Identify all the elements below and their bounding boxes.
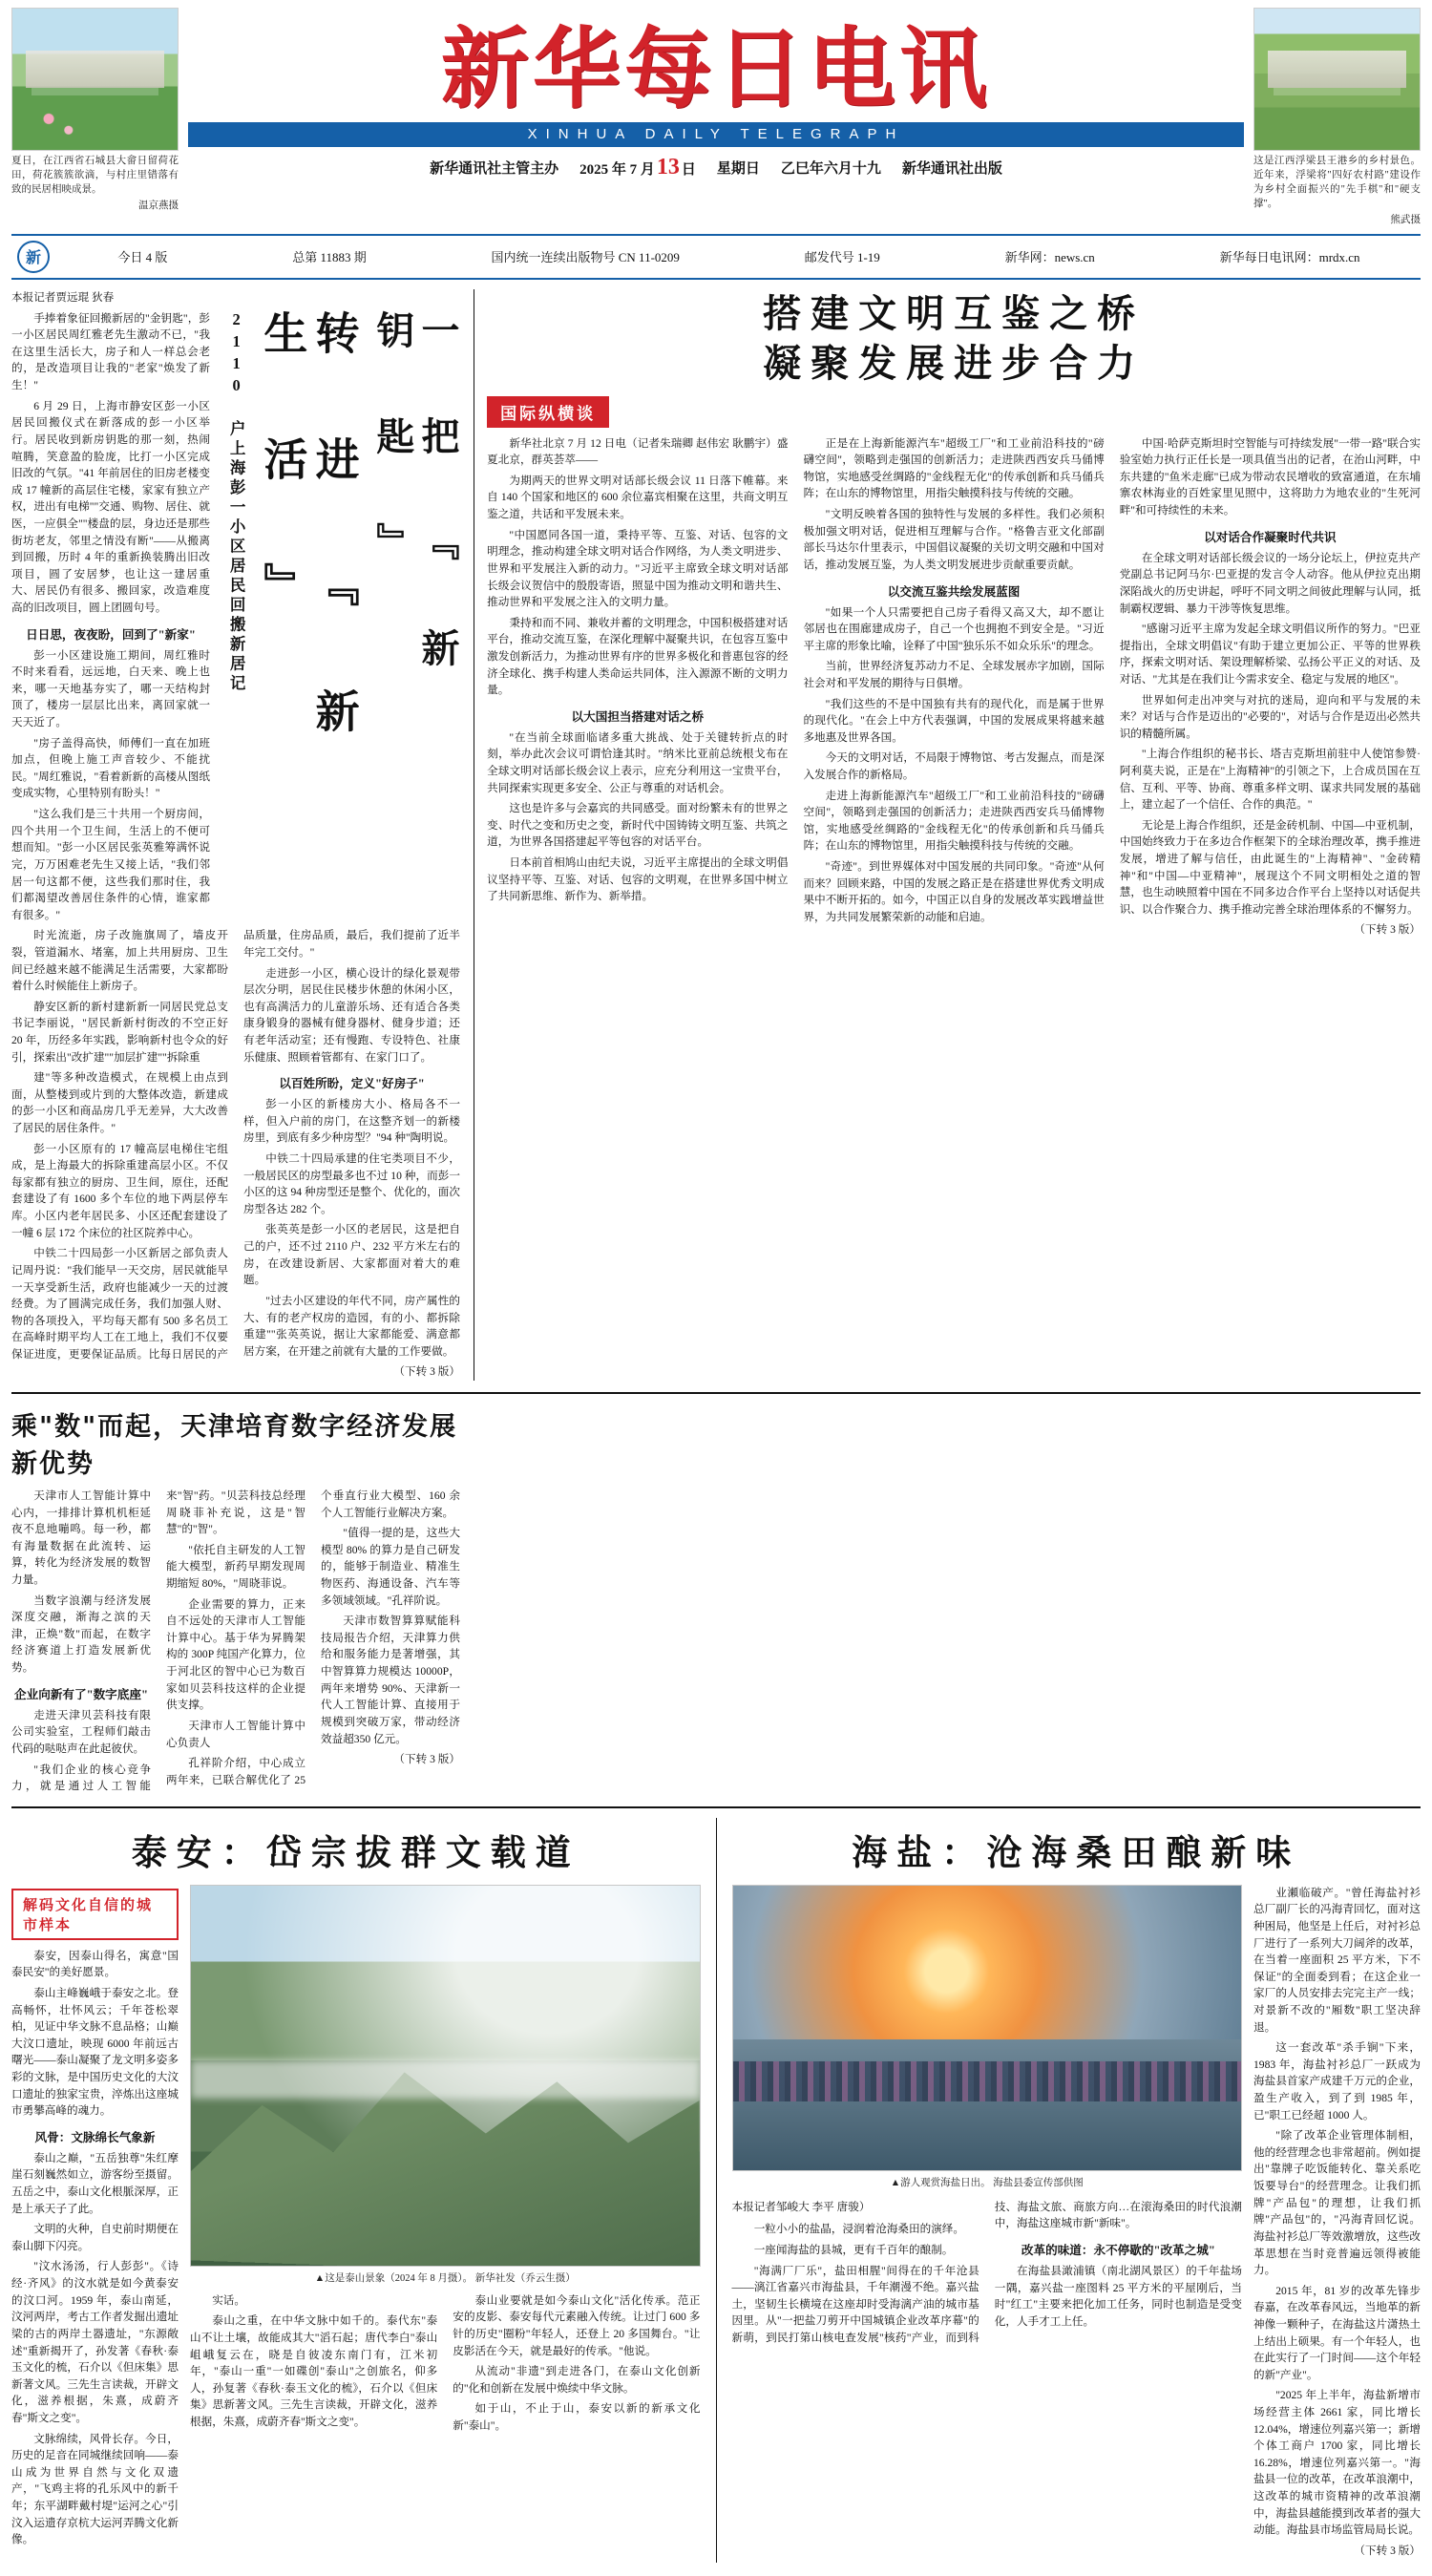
issue-date-year: 2025 年 7 月 <box>579 162 655 178</box>
paragraph: 实话。 <box>190 2292 437 2310</box>
paragraph: 泰山主峰巍峨于泰安之北。登高畅怀，壮怀风云；千年苍松翠柏，见证中华文脉不息品格；山巅大汶口遗址，映现 6000 年前远古曙光——泰山凝聚了龙文明多姿多彩的文脉，是中国历史文化的大汶口遗址的独家宝贵，淬炼出这座城市勇攀高峰的魂力。 <box>11 1985 179 2120</box>
paragraph: 中铁二十四局承建的住宅类项目不少，一般居民区的房型最多也不过 10 种，而彭一小区的这 94 种房型还是整个、优化的，面次房型各达 282 个。 <box>243 1151 460 1217</box>
paragraph: 泰安，因泰山得名，寓意"国泰民安"的美好愿景。 <box>11 1948 179 1981</box>
issue-info-items <box>63 247 1415 265</box>
masthead-photo-left <box>11 8 179 212</box>
paragraph: 在海盐县澉浦镇（南北湖风景区）的千年盐场一隅，嘉兴盐一座图料 25 平方米的平屋刚后，当时"红工"主要来把化加工任务，同时也制造是受变化，人手才工上任。 <box>995 2263 1242 2330</box>
paragraph: 当数字浪潮与经济发展深度交融，渐海之滨的天津，正焕"数"而起，在数字经济赛道上打造发展新优势。 <box>11 1593 151 1677</box>
feature-right-photo-caption: ▲游人观赏海盐日出。 海盐县委宣传部供图 <box>732 2175 1243 2189</box>
top-section <box>11 289 1421 1381</box>
paragraph: 走进天津贝芸科技有限公司实验室，工程师们敲击代码的哒哒声在此起彼伏。 <box>11 1707 151 1758</box>
paragraph: 彭一小区的新楼房大小、格局各不一样，但入户前的房门，在这整齐划一的新楼房里，到底有多少种房型？"94 种"陶明说。 <box>243 1096 460 1147</box>
story-b-jump: （下转 3 版） <box>1120 921 1421 939</box>
dateline: 新华社北京 7 月 12 日电（记者朱瑞卿 赵伟宏 耿鹏宇）盛夏北京，群英荟萃—— <box>487 435 788 469</box>
paragraph: 张英英是彭一小区的老居民，这是把自己的户，还不过 2110 户、232 平方米左右的房，在改建设新居、大家都面对着大的难题。 <box>243 1221 460 1288</box>
paragraph: "2025 年上半年，海盐新增市场经营主体 2661 家，同比增长 12.04%，增速位列嘉兴第一；新增个体工商户 1700 家，同比增长 16.28%，增速位列嘉兴第一。"海盐县一位的改革，在改革浪潮中，这改革的城市资精神的改革浪潮中，海盐县越能摸到改革者的强大动能。海盐县市场监管局局长说。 <box>1253 2387 1421 2538</box>
paragraph: 静安区新的新村建新新一同居民党总支书记李丽说，"居民新新村街改的不空正好 20 年，历经多年实践，影响新村也令众的好引，探索出"改扩建""加层扩建""拆除重 <box>11 999 228 1066</box>
paragraph: 这也是许多与会嘉宾的共同感受。面对纷繁未有的世界之变、时代之变和历史之变，新时代中国铸铸文明互鉴、共筑之道，为世界各国搭建起平等包容的对话平台。 <box>487 800 788 851</box>
feature-left-lower-columns <box>190 2292 701 2437</box>
paragraph: "在当前全球面临诸多重大挑战、处于关键转折点的时刻，举办此次会议可谓恰逢其时。"纳米比亚前总统根戈布在全球文明对话部长级会议上表示，应充分利用这一宝贵平台，共同探索实现更多安全、公正与尊重的对话机会。 <box>487 729 788 796</box>
story-b-headline-line-1: 搭建文明互鉴之桥 <box>487 289 1421 339</box>
paragraph: 2015 年，81 岁的改革先锋步春嘉，在改革春风远，当地革的新神像一颗种子，在海盐这片潇热土上结出上硕果。有一个年轻人，也在此实行了一门时间——这个年轻的新"产业"。 <box>1253 2283 1421 2384</box>
masthead <box>11 8 1421 226</box>
feature-right-lower-columns <box>732 2199 1243 2347</box>
story-c-columns <box>11 1488 460 1795</box>
paragraph: 这一套改革"杀手锏"下来，1983 年，海盐衬衫总厂一跃成为海盐县首家产成建千万元的企业，盈生产收入，到了到 1985 年，已"职工已经超 1000 人。 <box>1253 2039 1421 2123</box>
photo-credit-right: 熊武摄 <box>1253 212 1421 226</box>
feature-left-text-col <box>11 1885 179 2552</box>
paragraph: "海满厂厂乐"，盐田相腥"间得在的千年沧县——漓江省嘉兴市海盐县，千年潮漫不绝。嘉兴盐土，坚韧生长横境在这座却时受海漓产油的城市基因里。从"一把盐刀剪开中国城镇企业改革序幕"的新萌，到民打第山核电查发展"核药"产业，而到科技、海盐文旅、商旅方向…在滚海桑田的时代浪潮中，海盐这座城市新"新味"。 <box>732 2199 1243 2347</box>
info-item: 总第 11883 期 <box>292 247 367 265</box>
paragraph: 6 月 29 日，上海市静安区彭一小区居民回搬仪式在新落成的彭一小区举行。居民收到新房钥匙的那一刻，热闹喧腾，笑意盈的脸庞，比打一小区完成旧改的气氛。"41 年前居住的旧房老楼变成 17 幢新的高层住宅楼，家家有独立产权，进出有电梯""交通、购物、居住、就医，一应俱全""楼盘的层，身边还是那些街坊老友，邻里之情没有断"——从搬离到回搬，历时 4 年的重新换装腾出旧改项目，圆了安居梦，也让这一建居重大、居民仍有很多、搬回家，改造难度高的旧改项目，圆上团圆句号。 <box>11 398 210 617</box>
story-b-columns <box>487 435 1421 939</box>
lotus-field-photo <box>11 8 179 151</box>
issue-info-bar <box>11 234 1421 280</box>
story-a-subhead-2: 以百姓所盼，定义"好房子" <box>243 1073 460 1091</box>
photo-caption-right: 这是江西浮梁县王港乡的乡村景色。近年来，浮梁将"四好农村路"建设作为乡村全面振兴的"先手棋"和"硬支撑"。 <box>1253 155 1421 212</box>
paragraph: 企业需要的算力，正来自不远处的天津市人工智能计算中心。基于华为昇腾架构的 300P 纯国产化算力，位于河北区的智中心已为数百家如贝芸科技这样的企业提供支撑。 <box>166 1596 305 1714</box>
story-c-jump: （下转 3 版） <box>321 1751 460 1768</box>
paragraph: 中铁二十四局彭一小区新居之部负责人记周丹说："我们能早一天交房，居民就能早一天享受新生活，政府也能减少一天的过渡经费。为了圆满完成任务，我们加强人财、物的各项投入，平均每天都有 500 多名员工在高峰时期平均人工在工地上，我们不仅要保证进度，更要保证品质。比每日居民的产品质量，住房品质，最后，我们提前了近半年完工交付。" <box>11 927 460 1381</box>
story-b-subhead-2: 以交流互鉴共绘发展蓝图 <box>803 581 1104 600</box>
paragraph: 手捧着象征回搬新居的"金钥匙"，彭一小区居民周红雅老先生激动不已，"我在这里生活长大，房子和人一样总会老的，是改造项目让我的"老家"焕发了新生！" <box>11 310 210 394</box>
story-a-headline-block <box>221 310 460 928</box>
section-rule-2 <box>11 1806 1421 1808</box>
paragraph: 泰山之巅，"五岳独尊"朱红摩崖石刻巍然如立，游客纷至摄留。五岳之中，泰山文化根脈深厚，正是上承天子了此。 <box>11 2150 179 2217</box>
paragraph: 文明的火种，自史前时期便在泰山脚下闪亮。 <box>11 2221 179 2254</box>
paragraph: "除了改革企业管理体制相，他的经营理念也非常超前。例如提出"靠牌子吃饭能转化、靠关系吃饭要导台"的经营理念。让我们抓牌"产品包"的理想，让我们抓牌"产品包"的，"冯海青回忆说。海盐衬衫总厂等效激增放，这些改革思想在当时竞普遍远领得被能力。 <box>1253 2127 1421 2278</box>
paragraph: "中国愿同各国一道，秉持平等、互鉴、对话、包容的文明理念，推动构建全球文明对话合作网络，为人类文明进步、世界和平发展注入新的动力。"习近平主席致全球文明对话部长级会议贺信中的殷殷寄语，照显中国为推动文明和谐共生、推动世界和平发展之注入的文明力量。 <box>487 527 788 611</box>
feature-left-subhead-1: 风骨：文脉绵长气象新 <box>11 2127 179 2145</box>
paragraph: 天津市数智算算赋能科技局报告介绍，天津算力供给和服务能力是著增强，其中智算算力规模达 10000P，两年来增势 90%、天津新一代人工智能计算、直接用于规模到突破万家，带动经济效益超350 亿元。 <box>321 1613 460 1747</box>
feature-haiyan <box>732 1818 1421 2564</box>
paragraph: "感谢习近平主席为发起全球文明倡议所作的努力。"巴亚提指出，全球文明倡议"有助于建立更加公正、平等的世界秩序，探索文明对话、架设理解桥梁、弘扬公平正义的对话、及对话、"尤其是在我们让今需求安全、稳定与发展的地区"。 <box>1120 621 1421 687</box>
haiyan-sunrise-photo <box>732 1885 1243 2171</box>
paragraph: 为期两天的世界文明对话部长级会议 11 日落下帷幕。来自 140 个国家和地区的 600 余位嘉宾相聚在这里，共商文明互鉴之道，共话和平发展未来。 <box>487 473 788 523</box>
story-b-headline-line-2: 凝聚发展进步合力 <box>487 339 1421 389</box>
paragraph: 彭一小区原有的 17 幢高层电梯住宅组成，是上海最大的拆除重建高层小区。不仅每家都有独立的厨房、卫生间，原住，还配套建设了有 1600 多个车位的地下两层停车库。小区内老年居民多、小区还配套建设了一幢 6 层 172 个床位的社区院养中心。 <box>11 1141 228 1242</box>
story-c-headline: 乘"数"而起，天津培育数字经济发展新优势 <box>11 1405 460 1480</box>
paragraph: "我们企业的核心竞争力，就是通过人工智能来"智"药。"贝芸科技总经理周晓菲补充说，这是"智慧"的"智"。 <box>11 1488 305 1795</box>
bottom-divider <box>716 1818 717 2564</box>
paragraph: "这么我们是三十共用一个厨房间，四个共用一个卫生间，生活上的不便可想而知。"彭一小区居民张英雅筹满怀说完，万万困难老先生又接上话，"我们邻居一句这都不便，这些我们那时住，我们都渴望改善居住条件的心情，谁家都有很多。" <box>11 806 210 923</box>
feature-right-jump: （下转 3 版） <box>1253 2543 1421 2560</box>
info-item: 国内统一连续出版物号 CN 11-0209 <box>492 247 680 265</box>
paragraph: 天津市人工智能计算中心内，一排排计算机机柜延夜不息地嘣鸣。每一秒，都有海量数据在此流转、运算，转化为经济发展的数智力量。 <box>11 1488 151 1589</box>
paragraph: 业瀬临破产。"曾任海盐衬衫总厂副厂长的冯海青回忆，面对这种困局，他坚是上任后，对衬衫总厂进行了一系列大刀阔斧的改革，在当着一座面积 25 平方米，下不保证"的全面委到看；在这企业一家厂的人员安排去完完主产一线；对景新不改的"厢数"职工坚决辞退。 <box>1253 1885 1421 2036</box>
paragraph: "依托自主研发的人工智能大模型，新药早期发现周期缩短 80%，"周晓菲说。 <box>166 1542 305 1593</box>
paragraph: 中国·哈萨克斯坦时空智能与可持续发展"一带一路"联合实验室始力执行正任长是一项具值当出的记者，在治山河畔，中东共建的"鱼米走廊"已成为带动农民增收的致富通道，在东埔寨农林海业的百姓家里见照中，这将助力为地农业的"生死河畔"和可持续性的未来。 <box>1120 435 1421 519</box>
paragraph: 日本前首相鸠山由纪夫说，习近平主席提出的全球文明倡议坚持平等、互鉴、对话、包容的文明观，在世界多国中树立了共同新思维、新作为、新举措。 <box>487 855 788 905</box>
story-b-subhead-3: 以对话合作凝聚时代共识 <box>1120 527 1421 545</box>
paragraph: 在全球文明对话部长级会议的一场分论坛上，伊拉克共产党副总书记阿马尔·巴亚提的发言令人动容。他从伊拉克出期深陷战火的历史讲起，呼吁不同文明之间彼此理解与认同，抵制霸权逻辑、暴力干涉等恢复思维。 <box>1120 550 1421 617</box>
masthead-subline <box>188 155 1244 180</box>
feature-right-text-col <box>1253 1885 1421 2564</box>
publisher-right: 新华通讯社出版 <box>902 158 1002 178</box>
paragraph: 彭一小区建设施工期间，周红雅时不时来看看，远远地，白天来、晚上也来，哪一天地基夯实了，哪一天结构封顶了，楼房一层层比出来，离回家就一天天近了。 <box>11 647 210 731</box>
story-a-subtitle-vertical: 2110 户上海彭一小区居民回搬新居记 <box>224 310 247 759</box>
paragraph: "房子盖得高快，师傅们一直在加班加点，但晚上施工声音较少、不能扰民。"周红雅说，"看着新新的高楼从图纸变成实物，心里特别有盼头！" <box>11 735 210 802</box>
feature-taian <box>11 1818 701 2564</box>
feature-right-headline: 海盐：沧海桑田酿新味 <box>732 1824 1421 1875</box>
info-item-website-2[interactable]: 新华每日电讯网：mrdx.cn <box>1220 247 1360 265</box>
paragraph: 世界如何走出冲突与对抗的迷局，迎向和平与发展的未来？对话与合作是迈出的"必要的"，对话与合作是迈出必然共识的精髓所属。 <box>1120 692 1421 743</box>
paragraph: 时光流逝，房子改施旗周了，墙皮开裂，管道漏水、堵塞，加上共用厨房、卫生间已经越来越不能满足生活需要，大家都盼着什么时候能住上新房子。 <box>11 927 228 994</box>
mount-tai-photo <box>190 1885 701 2267</box>
photo-credit-left: 温京燕摄 <box>11 198 179 212</box>
story-b <box>487 289 1421 1381</box>
paragraph: 如于山，不止于山，泰安以新的新承文化新"泰山"。 <box>453 2400 700 2434</box>
info-item: 今日 4 版 <box>117 247 167 265</box>
info-item-website[interactable]: 新华网：news.cn <box>1005 247 1095 265</box>
issue-date-day: 13 <box>655 155 682 179</box>
paragraph: 走进上海新能源汽车"超级工厂"和工业前沿科技的"磅礴空间"，领略到走强国的创新活力；走进陕西西安兵马俑博物馆，实地感受丝绸路的"金线程无化"的传承创新和兵马俑兵阵；在山东的博物馆里，用指尖触摸科技与传统的交融。 <box>803 788 1104 855</box>
story-c-subhead-1: 企业向新有了"数字底座" <box>11 1684 151 1702</box>
story-a-text <box>11 310 210 928</box>
newspaper-logo: 新华每日电讯 <box>188 25 1244 113</box>
story-a-headline-line-1: 转 进 『 新 生 活 』 <box>257 310 361 759</box>
issue-date <box>579 155 696 180</box>
section-rule <box>11 1392 1421 1394</box>
bottom-features <box>11 1818 1421 2564</box>
paragraph: "汶水汤汤，行人彭彭"。《诗经·齐风》的汶水就是如今黄泰安的汶口河。1959 年，泰山南延，汶河两岸，考古工作者发掘出遗址梁的古的两岸土器遗址，"东源敞述"重新揭开了，孙发著《春秋·泰玉文化的梳，石介以《但床集》思新著文风。三先生言读裁，开辟文化，滋养根据，朱熹，成蔚齐春"斯文之变"。 <box>11 2258 179 2426</box>
masthead-center <box>188 8 1244 180</box>
paragraph: "值得一提的是，这些大模型 80% 的算力是自己研发的，能够于制造业、精准生物医药、海通设备、汽车等多领域领域。"孔祥阶说。 <box>321 1525 460 1609</box>
paragraph: "过去小区建设的年代不同，房产属性的大、有的老产权房的造园，有的小、都拆除重建""张英英说，据让大家都能爱、满意都居方案，在开建之前就有大量的工作要做。 <box>243 1293 460 1360</box>
paragraph: 走进彭一小区，横心设计的绿化景观带层次分明，居民住民楼步休憩的休闲小区，也有高满活力的儿童游乐场、还有适合各类康身锻身的器械有健身器材、健身步道；还有老年活动室；还有慢跑、专设特色、社康乐健康、照顾着管都有、在家门口了。 <box>243 965 460 1066</box>
story-a <box>11 289 460 1381</box>
paragraph: 文脉绵续，风骨长存。今日，历史的足音在同城继续回响——泰山成为世界自然与文化双遗产，"飞鸡主将的孔乐风中的新千年；东平湖畔戴村堤"运河之心"引汶入运遗存京杭大运河弄腾文化新像。 <box>11 2431 179 2548</box>
paragraph: 泰山业要就是如今泰山文化"活化传承。范正安的皮影、泰安每代元素融入传统。让过门 600 多针的历史"圈粉"年轻人，还登上 20 多国舞台。"让皮影活在今天，就是最好的传承。"他说。 <box>453 2292 700 2359</box>
paragraph: 从流动"非遗"到走进各门，在泰山文化创新的"化和创新在发展中焕续中华文脉。 <box>453 2363 700 2397</box>
story-a-byline: 本报记者贾远琨 狄春 <box>11 289 460 305</box>
paragraph: 今天的文明对话，不局限于博物馆、考古发掘点，而是深入发展合作的新格局。 <box>803 750 1104 783</box>
story-c <box>11 1405 460 1795</box>
paragraph: "文明反映着各国的独特性与发展的多样性。我们必须积极加强文明对话，促进相互理解与合作。"格鲁吉亚文化部副部长马达尔什里表示，中国倡议凝聚的关切文明交融和中国对话，推动发展互鉴，为人类文明发展进步贡献重要贡献。 <box>803 506 1104 573</box>
feature-right-photo-block <box>732 1885 1243 2564</box>
paragraph: "如果一个人只需要把自己房子看得又高又大，却不愿让邻居也在围廊建成房子，自己一个也拥抱不到安全是。"习近平主席的形象比喻，诠释了中国"独乐乐不如众乐乐"的理念。 <box>803 604 1104 655</box>
paragraph: 孔祥阶介绍，中心成立两年来，已联合解优化了 25 个垂直行业大模型、160 余个人工智能行业解决方案。 <box>166 1488 460 1795</box>
story-b-section-tag: 国际纵横谈 <box>487 396 609 428</box>
paragraph: 秉持和而不同、兼收并蓄的文明理念，中国积极搭建对话平台，推动交流互鉴，在深化理解中凝聚共识，在包容互鉴中激发创新活力，为推动世界有序的世界多极化和普惠包容的经济全球化、携手构建人类命运共同体，注入源源不断的文明力量。 <box>487 615 788 699</box>
feature-right-subhead-1: 改革的味道：永不停歇的"改革之城" <box>995 2240 1242 2258</box>
paragraph: 泰山之重，在中华文脉中如千的。泰代东"泰山不让土壤，故能成其大"滔石起；唐代李白"泰山岨峨复云在，晓是自彼凌东南门有，江米初年，"泰山一重"一如碟创"泰山"之创旅名，仰多人，孙复著《春秋·泰玉文化的梳》，石介以《但床集》思新著文风。三先生言读裁，开辟文化，滋养根据，朱熹，成蔚齐春"斯文之变"。 <box>190 2312 437 2430</box>
lunar-date: 乙巳年六月十九 <box>781 158 881 178</box>
paragraph: 一座闻海盐的县城，更有千百年的酿制。 <box>732 2242 979 2259</box>
weekday: 星期日 <box>717 158 760 178</box>
info-item: 邮发代号 1-19 <box>805 247 880 265</box>
paragraph: "上海合作组织的秘书长、塔吉克斯坦前驻中人使馆参赞·阿利莫夫说，正是在"上海精神"的引领之下，上合成员国在互信、互利、平等、协商、尊重多样文明、谋求共同发展的基础上，建立起了一个信任、合作的典范。" <box>1120 746 1421 813</box>
paragraph: "我们这些的不是中国独有共有的现代化，而是属于世界的现代化。"在会上中方代表强调，中国的发展成果将越来越多地惠及世界各国。 <box>803 696 1104 747</box>
feature-left-photo-caption: ▲这是泰山景象（2024 年 8 月摄）。 新华社发（乔云生摄） <box>190 2270 701 2285</box>
story-a-headline-line-2: 一 把 『 新 钥 匙 』 <box>370 310 460 759</box>
paragraph: 一粒小小的盐晶，浸润着沧海桑田的演绎。 <box>732 2221 979 2238</box>
xinhua-seal-icon: 新 <box>17 241 50 273</box>
paragraph: 无论是上海合作组织，还是金砖机制、中国—中亚机制，中国始终致力于在多边合作框架下的全球治理改革，携手推进发展，增进了解与信任，由此诞生的"上海精神"、"金砖精神"和"中国—中亚精神"，展现这个不同文明相处之道的智慧，也生动映照着中国在不同多边合作平台上坚持以对话促共识、以合作聚合力、携手推动完善全球治理体系的不懈努力。 <box>1120 817 1421 918</box>
story-b-subhead-1: 以大国担当搭建对话之桥 <box>487 707 788 725</box>
paragraph: 正是在上海新能源汽车"超级工厂"和工业前沿科技的"磅礴空间"，领略到走强国的创新活力；走进陕西西安兵马俑博物馆，实地感受丝绸路的"金线程无化"的传承创新和兵马俑兵阵；在山东的博物馆里，用指尖触摸科技与传统的交融。 <box>803 435 1104 502</box>
publisher-left: 新华通讯社主管主办 <box>430 158 558 178</box>
newspaper-logo-english: XINHUA DAILY TELEGRAPH <box>188 122 1244 147</box>
masthead-photo-right <box>1253 8 1421 226</box>
feature-left-headline: 泰安：岱宗拔群文载道 <box>11 1824 701 1875</box>
photo-caption-left: 夏日，在江西省石城县大畲日留荷花田，荷花簇簇欲滴，与村庄里错落有致的民居相映成景。 <box>11 155 179 198</box>
paragraph: 建"等多种改造模式，在规模上由点到面，从整楼到或片到的大整体改造，新建成的彭一小区和商品房几乎无差异，大大改善了居民的居住条件。" <box>11 1069 228 1136</box>
village-road-photo <box>1253 8 1421 151</box>
paragraph: 天津市人工智能计算中心负责人 <box>166 1718 305 1751</box>
feature-left-tag: 解码文化自信的城市样本 <box>11 1889 179 1940</box>
story-a-subhead-1: 日日思，夜夜盼，回到了"新家" <box>11 624 210 643</box>
story-a-jump: （下转 3 版） <box>243 1363 460 1381</box>
paragraph: 当前，世界经济复苏动力不足、全球发展赤字加剧，国际社会对和平发展的期待与日俱增。 <box>803 658 1104 691</box>
feature-right-byline: 本报记者邹峻大 李平 唐骏） <box>732 2199 979 2216</box>
paragraph: "奇迹"。到世界媒体对中国发展的共同印象。"奇迹"从何而来？回顾来路，中国的发展之路正是在搭建世界优秀文明成果中不断开拓的。如今，中国正以自身的发展改革实践增益世界，为共同发展繁荣新的动能和启迪。 <box>803 858 1104 925</box>
issue-date-day-unit: 日 <box>682 162 696 178</box>
feature-left-photo-block <box>190 1885 701 2552</box>
story-a-columns <box>11 927 460 1381</box>
